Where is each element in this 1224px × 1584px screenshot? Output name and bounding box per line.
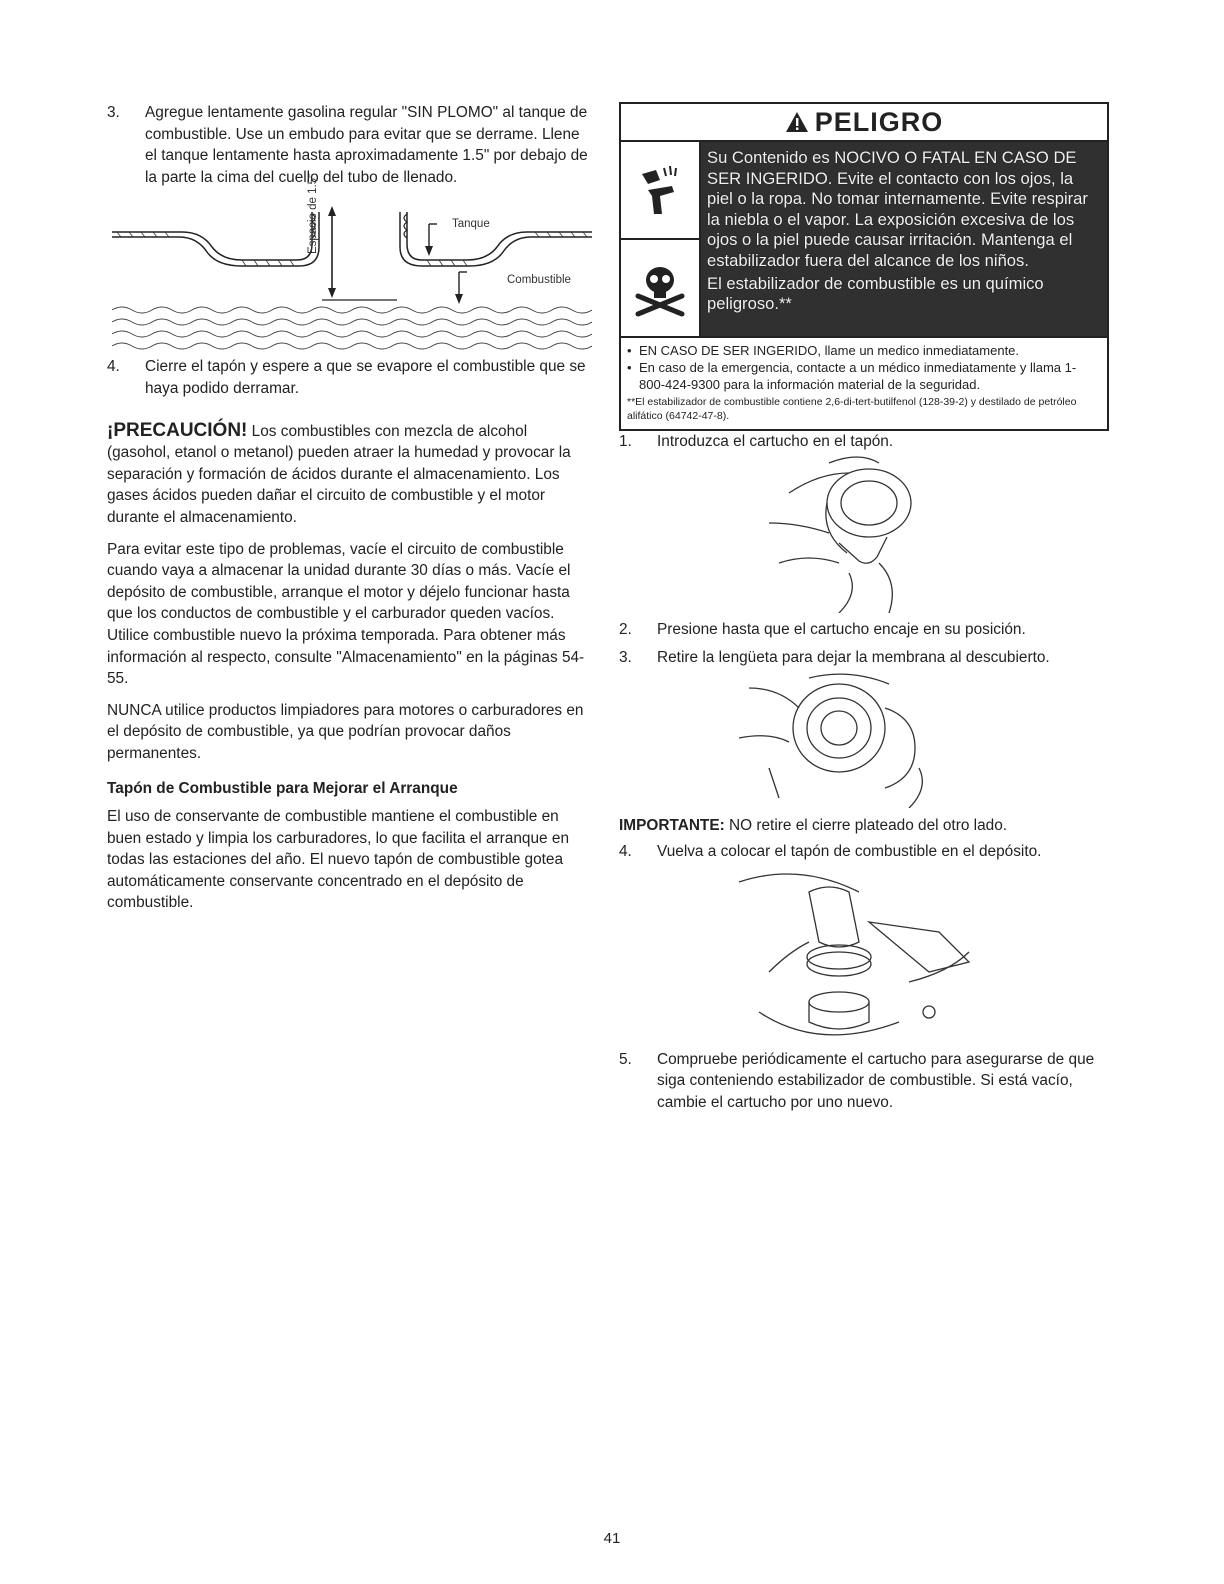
danger-bullet: • En caso de la emergencia, contacte a un médico inmediatamente y llama 1-800-424-9300 para la información material de la seguridad. <box>627 359 1101 393</box>
danger-notes <box>621 336 1107 429</box>
important-text: NO retire el cierre plateado del otro lado. <box>724 816 1008 834</box>
danger-body <box>621 142 1107 336</box>
step-4-right <box>619 841 1109 863</box>
important-note <box>619 815 1109 837</box>
section-subheading: Tapón de Combustible para Mejorar el Arranque <box>107 780 458 798</box>
danger-bullet-text: En caso de la emergencia, contacte a un médico inmediatamente y llama 1-800-424-9300 para la información material de la seguridad. <box>639 360 1077 392</box>
cartridge-insert-illustration <box>729 453 1109 620</box>
step-3-left <box>107 102 592 188</box>
step-number: 4. <box>107 358 120 376</box>
danger-main-text <box>701 142 1107 336</box>
danger-bullet: • EN CASO DE SER INGERIDO, llame un medico inmediatamente. <box>627 343 1020 358</box>
danger-footnote: **El estabilizador de combustible contiene 2,6-di-tert-butilfenol (128-39-2) y destilado de petróleo alifático (64742-47-8). <box>627 396 1077 422</box>
danger-title-text: PELIGRO <box>814 107 944 137</box>
step-number: 4. <box>619 842 632 860</box>
step-number: 3. <box>619 648 632 666</box>
step-text: Vuelva a colocar el tapón de combustible en el depósito. <box>657 842 1042 860</box>
page-number: 41 <box>603 1530 621 1547</box>
step-number: 1. <box>619 433 632 450</box>
step-text: Introduzca el cartucho en el tapón. <box>657 433 894 450</box>
danger-warning-text: Su Contenido es NOCIVO O FATAL EN CASO DE SER INGERIDO. Evite el contacto con los ojos, la piel o la ropa. No tomar internamente. Evite respirar la niebla o el vapor. La exposición excesiva de los ojos o la piel puede causar irritación. Mantenga el estabilizador fuera del alcance de los niños. <box>707 148 1088 270</box>
left-column <box>107 102 592 914</box>
danger-icons <box>621 142 701 336</box>
step-text: Agregue lentamente gasolina regular "SIN PLOMO" al tanque de combustible. Use un embudo para evitar que se derrame. Llene el tanque lentamente hasta aproximadamente 1.5" por debajo de la parte la cima del cuello del tubo de llenado. <box>145 104 588 186</box>
step-number: 2. <box>619 621 632 639</box>
step-text: Retire la lengüeta para dejar la membrana al descubierto. <box>657 648 1050 666</box>
danger-box <box>619 102 1109 431</box>
cap-paragraph: El uso de conservante de combustible mantiene el combustible en buen estado y limpia los carburadores, lo que facilita el arranque en todas las estaciones del año. El nuevo tapón de combustible gotea automáticamente conservante concentrado en el depósito de combustible. <box>107 808 569 912</box>
label-tank: Tanque <box>452 218 490 231</box>
step-1-right <box>619 431 1109 453</box>
right-column <box>619 102 1109 1114</box>
corrosive-hand-icon <box>621 142 699 240</box>
step-text: Cierre el tapón y espere a que se evapore el combustible que se haya podido derramar. <box>145 358 586 397</box>
step-text: Compruebe periódicamente el cartucho para asegurarse de que siga conteniendo estabilizador de combustible. Si está vacío, cambie el cartucho por uno nuevo. <box>657 1050 1095 1111</box>
tab-removal-illustration <box>729 668 1109 815</box>
danger-title <box>621 104 1107 142</box>
avoid-paragraph: Para evitar este tipo de problemas, vacíe el circuito de combustible cuando vaya a almacenar la unidad durante 30 días o más. Vacíe el depósito de combustible, arranque el motor y déjelo funcionar hasta que los conductos de combustible y el carburador queden vacíos. Utilice combustible nuevo la próxima temporada. Para obtener más información al respecto, consulte "Almacenamiento" en la páginas 54-55. <box>107 540 585 688</box>
step-2-right <box>619 619 1109 641</box>
caution-paragraph <box>107 420 592 529</box>
never-paragraph: NUNCA utilice productos limpiadores para motores o carburadores en el depósito de combustible, ya que podrían provocar daños permanentes. <box>107 701 584 762</box>
step-3-right <box>619 647 1109 669</box>
fuel-level-diagram <box>107 174 592 352</box>
step-text: Presione hasta que el cartucho encaje en su posición. <box>657 621 1026 639</box>
cap-replace-illustration <box>729 862 1109 1049</box>
step-5-right <box>619 1049 1109 1114</box>
danger-hazard-text: El estabilizador de combustible es un químico peligroso.** <box>707 273 1044 314</box>
important-label: IMPORTANTE: <box>619 816 725 834</box>
skull-crossbones-icon <box>621 240 699 336</box>
caution-heading: ¡PRECAUCIÓN! <box>107 419 248 441</box>
step-4-left <box>107 356 592 399</box>
warning-triangle-icon <box>785 111 809 133</box>
label-space: Espacio de 1.5" <box>307 174 319 255</box>
caution-text: Los combustibles con mezcla de alcohol (gasohol, etanol o metanol) pueden atraer la humedad y provocar la separación y formación de ácidos durante el almacenamiento. Los gases ácidos pueden dañar el circuito de combustible y el motor durante el almacenamiento. <box>107 422 571 526</box>
label-fuel: Combustible <box>507 274 571 287</box>
step-number: 3. <box>107 104 120 121</box>
step-number: 5. <box>619 1050 632 1068</box>
danger-bullet-text: EN CASO DE SER INGERIDO, llame un medico inmediatamente. <box>639 343 1020 358</box>
